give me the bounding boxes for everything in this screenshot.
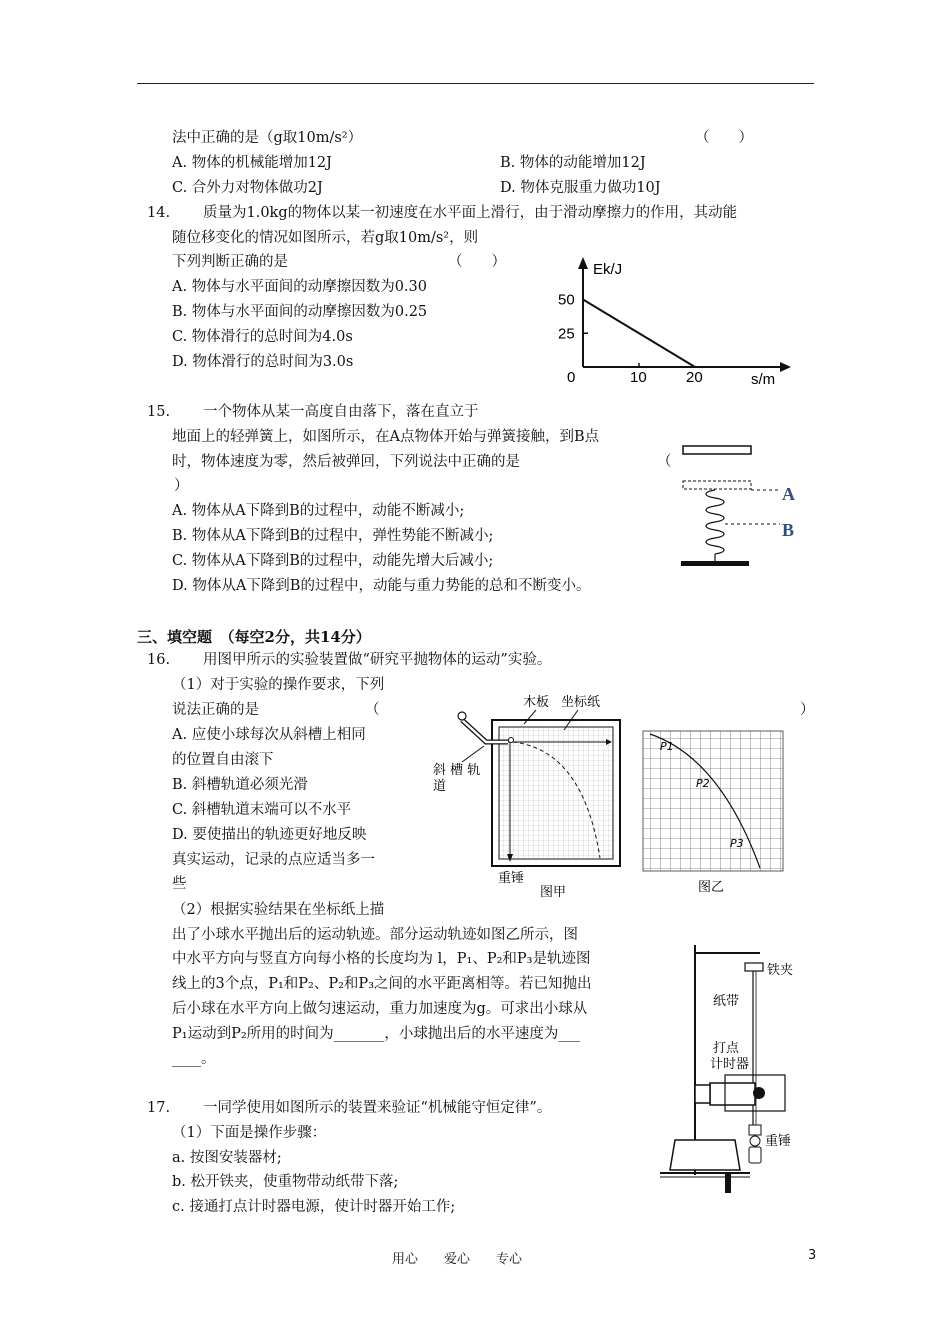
q14-number: 14. <box>147 205 171 221</box>
q16-sub1b: 说法正确的是 <box>172 702 259 718</box>
q16-option-b: B. 斜槽轨道必须光滑 <box>172 777 308 793</box>
label-tape: 纸带 <box>713 994 740 1009</box>
q16-option-d2: 真实运动，记录的点应适当多一 <box>172 852 375 868</box>
q13-paren: （ ） <box>695 130 753 146</box>
q16-paren-open: （ <box>365 702 380 718</box>
q14-option-a: A. 物体与水平面间的动摩擦因数为0.30 <box>172 279 427 295</box>
q15-paren-close: ） <box>174 478 189 494</box>
x-axis-label: s/m <box>751 371 776 388</box>
q16-sub2-line6: ____。 <box>172 1051 216 1067</box>
q13-option-b: B. 物体的动能增加12J <box>500 155 646 171</box>
q16-option-a2: 的位置自由滚下 <box>172 752 274 768</box>
q15-line2: 地面上的轻弹簧上，如图所示，在A点物体开始与弹簧接触，到B点 <box>172 429 600 445</box>
q15-line3: 时，物体速度为零，然后被弹回，下列说法中正确的是 <box>172 454 520 470</box>
q16-paren-close: ） <box>800 702 815 718</box>
page-number: 3 <box>808 1248 817 1263</box>
q16-sub2-line5: P₁运动到P₂所用的时间为_______，小球抛出后的水平速度为___ <box>172 1026 581 1042</box>
y-tick-label-50: 50 <box>558 291 575 309</box>
heavy-weight <box>749 1147 761 1163</box>
q16-option-d3: 些 <box>172 876 187 892</box>
label-a: A <box>782 484 795 504</box>
table-clamp <box>725 1173 731 1193</box>
ground-plate <box>681 561 749 566</box>
ball-at-exit <box>509 738 514 743</box>
q14-line1: 质量为1.0kg的物体以某一初速度在水平面上滑行，由于滑动摩擦力的作用，其动能 <box>203 205 738 221</box>
x-tick-label-10: 10 <box>630 369 647 386</box>
y-axis-label: Ek/J <box>593 261 623 278</box>
x-axis-arrow <box>780 362 791 372</box>
ball-on-chute <box>458 712 466 720</box>
spring-figure <box>675 440 810 570</box>
q17-step-a: a. 按图安装器材; <box>172 1150 282 1166</box>
q16-option-d1: D. 要使描出的轨迹更好地反映 <box>172 827 367 843</box>
figure-yi <box>640 728 790 898</box>
q16-number: 16. <box>147 652 171 668</box>
q14-option-b: B. 物体与水平面间的动摩擦因数为0.25 <box>172 304 428 320</box>
spring <box>706 490 724 554</box>
section3-title: 三、填空题 （每空2分，共14分） <box>137 628 371 646</box>
weight-top <box>749 1125 761 1135</box>
q15-option-c: C. 物体从A下降到B的过程中，动能先增大后减小; <box>172 553 494 569</box>
label-timer-2: 计时器 <box>710 1057 750 1072</box>
timer-knob <box>753 1087 765 1099</box>
ek-s-chart <box>555 255 795 390</box>
coordinate-paper <box>499 727 613 859</box>
label-clamp: 铁夹 <box>767 963 794 978</box>
x-tick-label-20: 20 <box>686 369 703 386</box>
y-tick-label-25: 25 <box>558 325 575 343</box>
label-timer-1: 打点 <box>713 1041 740 1056</box>
q17-line1: 一同学使用如图所示的装置来验证“机械能守恒定律”。 <box>203 1100 552 1116</box>
base-block <box>670 1140 740 1170</box>
track-pointer <box>462 746 484 762</box>
x-tick-label-0: 0 <box>567 369 576 386</box>
q16-sub2: （2）根据实验结果在坐标纸上描 <box>172 902 385 918</box>
caption-yi: 图乙 <box>698 880 725 895</box>
point-p1-label: P1 <box>660 740 674 753</box>
label-weight: 重锤 <box>765 1134 792 1149</box>
q17-step-c: c. 接通打点计时器电源，使计时器开始工作; <box>172 1199 456 1215</box>
q15-option-b: B. 物体从A下降到B的过程中，弹性势能不断减小; <box>172 528 494 544</box>
caption-jia: 图甲 <box>540 885 567 900</box>
falling-object <box>683 446 751 454</box>
q17-sub1: （1）下面是操作步骤： <box>172 1125 327 1141</box>
q13-stem: 法中正确的是（g取10m/s²） <box>172 130 363 146</box>
q16-line1: 用图甲所示的实验装置做“研究平抛物体的运动”实验。 <box>203 652 552 668</box>
q15-line1: 一个物体从某一高度自由落下，落在直立于 <box>203 404 479 420</box>
footer-text: 用心 爱心 专心 <box>392 1252 523 1267</box>
stand-clamp <box>695 1085 710 1103</box>
q13-option-d: D. 物体克服重力做功10J <box>500 180 661 196</box>
q13-option-c: C. 合外力对物体做功2J <box>172 180 323 196</box>
q15-number: 15. <box>147 404 171 420</box>
label-b: B <box>782 520 795 540</box>
q16-option-c: C. 斜槽轨道末端可以不水平 <box>172 802 352 818</box>
q16-option-a1: A. 应使小球每次从斜槽上相同 <box>172 727 366 743</box>
iron-clamp <box>745 963 763 971</box>
q15-option-d: D. 物体从A下降到B的过程中，动能与重力势能的总和不断变小。 <box>172 578 591 594</box>
y-axis-arrow <box>578 257 588 269</box>
ek-series-line <box>583 300 695 368</box>
timer-body <box>710 1083 755 1105</box>
q14-option-c: C. 物体滑行的总时间为4.0s <box>172 329 353 345</box>
q16-sub2-line4: 后小球在水平方向上做匀速运动，重力加速度为g。可求出小球从 <box>172 1001 588 1017</box>
weight-hook <box>750 1136 760 1146</box>
apparatus-figure <box>655 935 805 1195</box>
q14-paren: （ ） <box>448 254 506 270</box>
label-board: 木板 <box>523 695 550 710</box>
q16-sub2-line3: 线上的3个点，P₁和P₂、P₂和P₃之间的水平距离相等。若已知抛出 <box>172 976 592 992</box>
q14-line2: 随位移变化的情况如图所示，若g取10m/s²，则 <box>172 230 479 246</box>
q16-sub2-line2: 中水平方向与竖直方向每小格的长度均为 l，P₁、P₂和P₃是轨迹图 <box>172 951 591 967</box>
point-p3-label: P3 <box>730 837 744 850</box>
q16-sub1: （1）对于实验的操作要求，下列 <box>172 677 385 693</box>
q14-line3: 下列判断正确的是 <box>172 254 288 270</box>
object-at-a <box>683 481 751 489</box>
label-track-2: 道 <box>433 779 447 794</box>
q14-option-d: D. 物体滑行的总时间为3.0s <box>172 354 354 370</box>
figure-jia <box>428 690 628 900</box>
label-paper: 坐标纸 <box>561 695 601 710</box>
q17-number: 17. <box>147 1100 171 1116</box>
label-track-1: 斜 槽 轨 <box>433 763 481 778</box>
header-rule <box>137 83 814 84</box>
q13-option-a: A. 物体的机械能增加12J <box>172 155 332 171</box>
q15-option-a: A. 物体从A下降到B的过程中，动能不断减小; <box>172 503 465 519</box>
label-weight: 重锤 <box>498 871 525 886</box>
q16-sub2-line1: 出了小球水平抛出后的运动轨迹。部分运动轨迹如图乙所示，图 <box>172 927 578 943</box>
q15-paren-open: （ <box>657 454 672 470</box>
point-p2-label: P2 <box>696 777 710 790</box>
q17-step-b: b. 松开铁夹，使重物带动纸带下落; <box>172 1174 399 1190</box>
